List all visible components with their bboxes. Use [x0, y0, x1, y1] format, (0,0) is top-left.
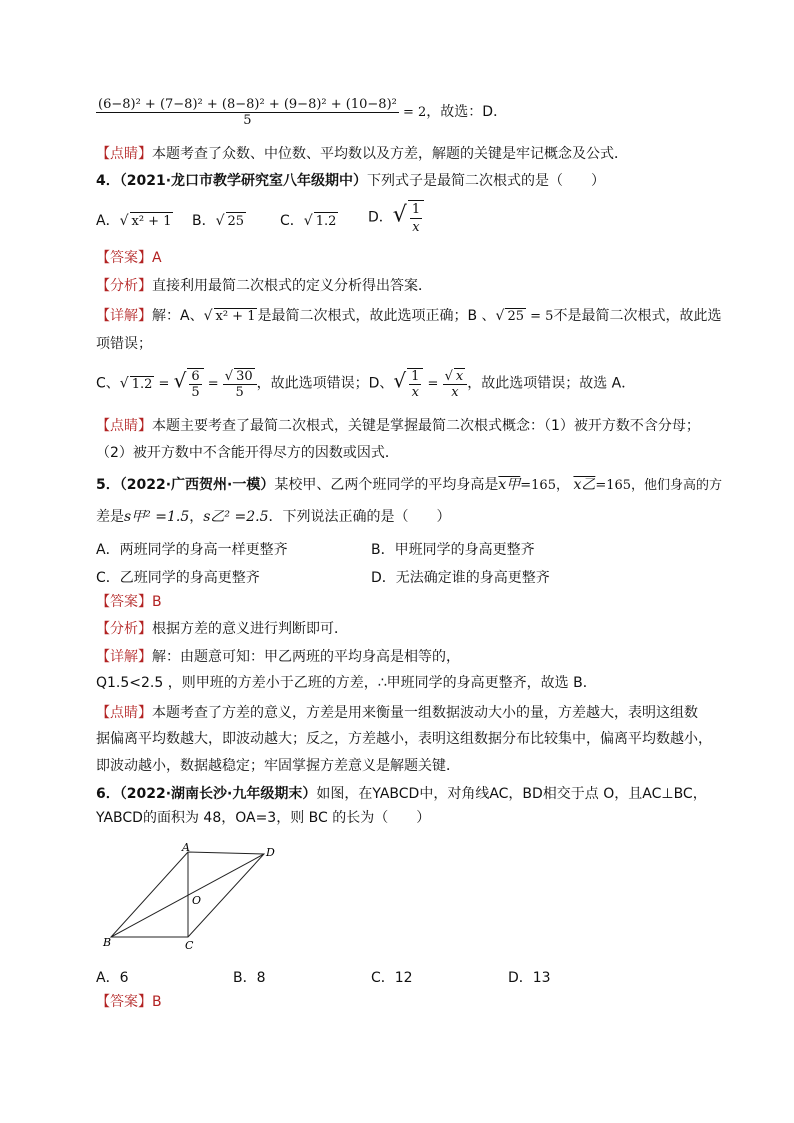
q5-option-b: B．甲班同学的身高更整齐 [371, 542, 535, 558]
q6-option-a: A．6 [96, 970, 129, 986]
label-d: D [266, 846, 275, 859]
q4-answer: 【答案】A [96, 250, 162, 266]
q4-detail-line-3: C、√ 1.2 = √ $\frac{6}{5}$ = $\frac{√ 30}{5}$ ，故此选项错误；D、√ $\frac{1}{x}$ = $\frac{√ x}{x}$ ，故此选项错误；故选 A． [96, 368, 636, 400]
label-o: O [192, 894, 202, 907]
q5-stem-line-1: 5．（2022·广西贺州·一模）某校甲、乙两个班同学的平均身高是x甲=165， x乙=165，他们身高的方 [96, 477, 723, 493]
q4-option-a: A．√ x² + 1 [96, 213, 172, 229]
label-a: A [182, 842, 190, 854]
q5-option-c: C．乙班同学的身高更整齐 [96, 570, 260, 586]
label-c: C [185, 939, 194, 952]
q4-detail-line-1: 【详解】解：A、√ x² + 1 是最简二次根式，故此选项正确；B 、√ 25 = 5不是最简二次根式，故此选 [96, 308, 722, 324]
q5-option-d: D．无法确定谁的身高更整齐 [371, 570, 550, 586]
q5-stem-line-2: 差是s甲² =1.5，s乙² =2.5．下列说法正确的是（ ） [96, 509, 451, 525]
question-number: 6． [96, 786, 120, 802]
question-stem: 下列式子是最简二次根式的是（ ） [367, 173, 606, 189]
q5-option-a: A．两班同学的身高一样更整齐 [96, 542, 288, 558]
label-b: B [103, 936, 112, 949]
variance-tail: ，故选：D． [426, 104, 508, 120]
variance-fraction [96, 98, 399, 127]
question-source: （2021·龙口市教学研究室八年级期中） [119, 173, 368, 189]
q5-detail-line-1: 【详解】解：由题意可知：甲乙两班的平均身高是相等的， [96, 649, 460, 665]
q6-option-d: D．13 [508, 970, 551, 986]
variance-formula [96, 98, 507, 127]
variance-numerator: (6−8)² + (7−8)² + (8−8)² + (9−8)² + (10−8)² [98, 97, 397, 112]
question-source: （2022·广西贺州·一模） [119, 477, 275, 493]
q6-option-c: C．12 [371, 970, 413, 986]
q5-analysis: 【分析】根据方差的意义进行判断即可． [96, 621, 348, 637]
question-source: （2022·湖南长沙·九年级期末） [119, 786, 317, 802]
q4-detail-line-2: 项错误； [96, 336, 152, 352]
q6-answer: 【答案】B [96, 994, 162, 1010]
q3-comment [96, 147, 628, 161]
q5-detail-line-2: Q1.5<2.5 ，则甲班的方差小于乙班的方差，∴甲班同学的身高更整齐，故选 B． [96, 675, 597, 691]
q6-option-b: B．8 [233, 970, 266, 986]
q4-comment-line-2: （2）被开方数中不含能开得尽方的因数或因式． [96, 445, 399, 461]
variance-result: = 2 [403, 105, 427, 120]
q4-option-c: C．√ 1.2 [280, 213, 337, 229]
q5-comment-line-3: 即波动越小，数据越稳定；牢固掌握方差意义是解题关键． [96, 758, 460, 774]
q6-stem-line-1: 6．（2022·湖南长沙·九年级期末）如图，在YABCD中，对角线AC，BD相交于点 O，且AC⊥BC， [96, 786, 707, 802]
parallelogram-figure [96, 842, 296, 952]
q4-option-d: D．√ $\frac{1}{x}$ [368, 200, 424, 235]
question-number: 5． [96, 477, 120, 493]
q4-comment-line-1: 【点睛】本题主要考查了最简二次根式，关键是掌握最简二次根式概念：（1）被开方数不含分母； [96, 418, 700, 434]
q4-stem [96, 174, 605, 188]
q6-stem-line-2: YABCD的面积为 48，OA=3，则 BC 的长为（ ） [96, 810, 431, 826]
q5-comment-line-2: 据偏离平均数越大，即波动越大；反之，方差越小，表明这组数据分布比较集中，偏离平均数越小， [96, 731, 712, 747]
question-number: 4． [96, 173, 120, 189]
comment-tag: 【点睛】 [96, 146, 152, 162]
variance-denominator: 5 [243, 113, 252, 128]
comment-text: 本题考查了众数、中位数、平均数以及方差，解题的关键是牢记概念及公式． [152, 146, 628, 162]
q5-comment-line-1: 【点睛】本题考查了方差的意义，方差是用来衡量一组数据波动大小的量，方差越大，表明这组数 [96, 705, 698, 721]
q5-answer: 【答案】B [96, 594, 162, 610]
q4-option-b: B．√ 25 [192, 213, 245, 229]
q4-analysis: 【分析】直接利用最简二次根式的定义分析得出答案． [96, 278, 432, 294]
